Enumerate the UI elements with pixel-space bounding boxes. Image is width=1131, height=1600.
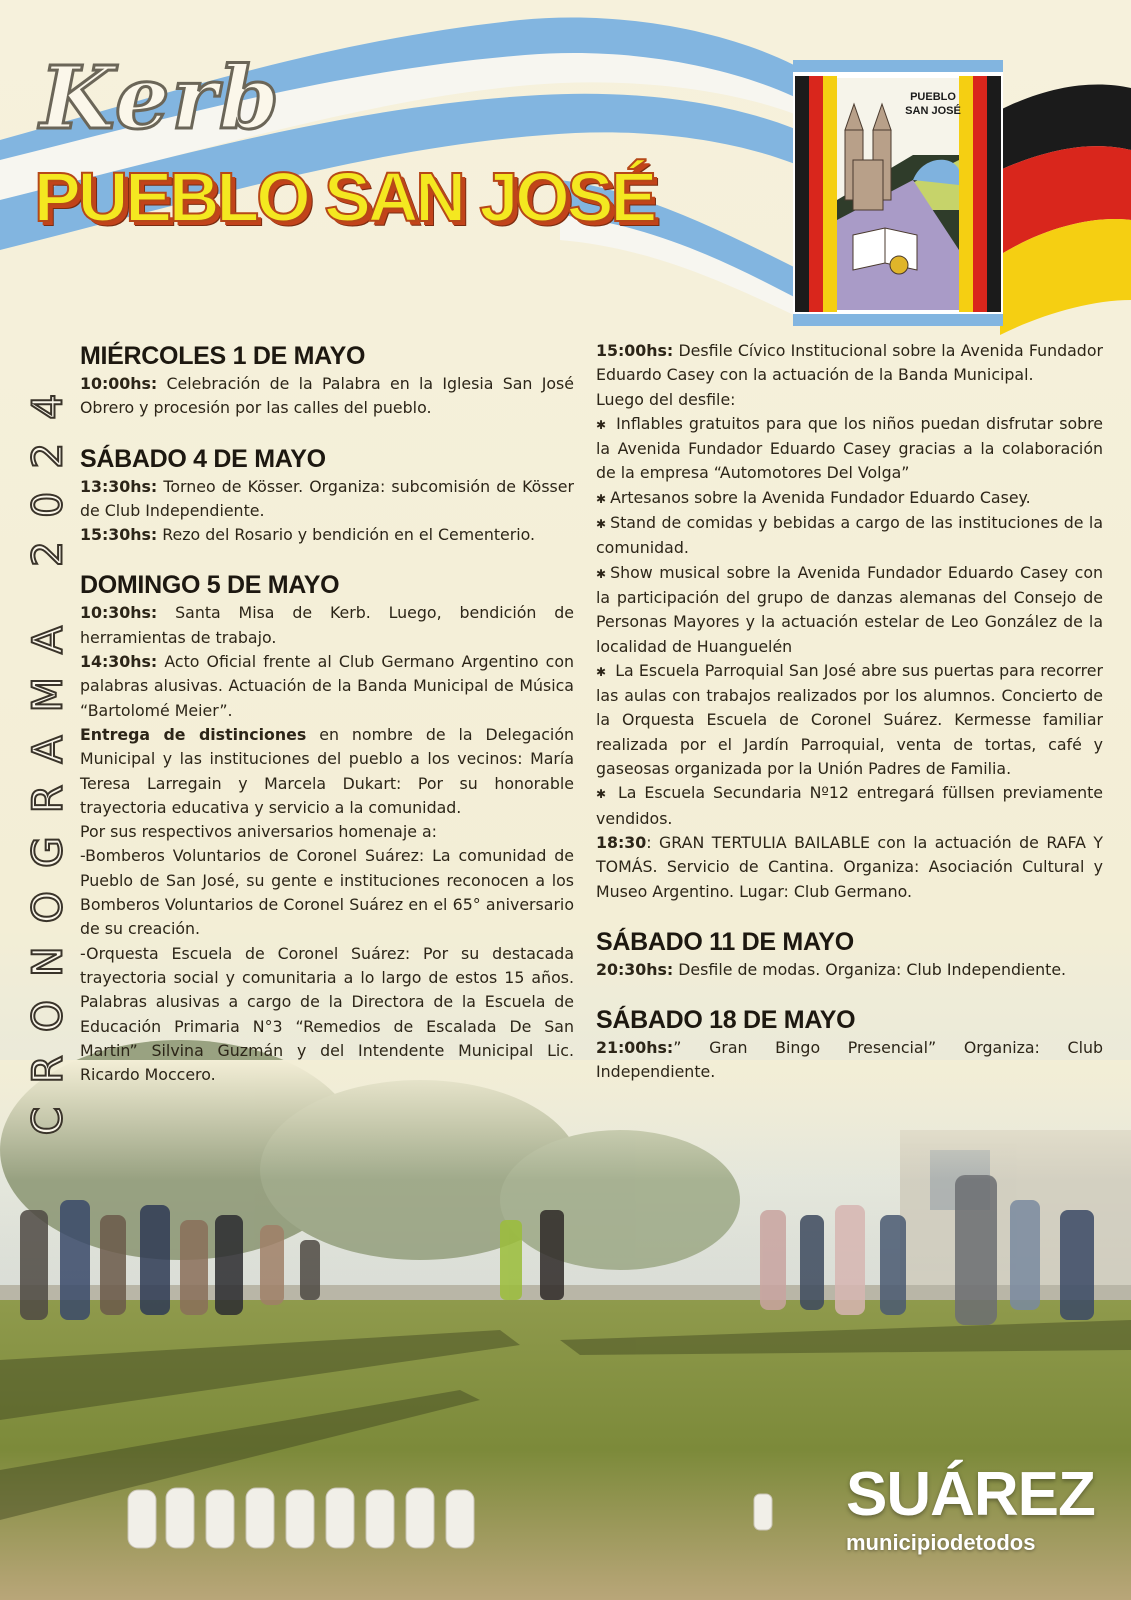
event: [80, 723, 574, 820]
event: [596, 958, 1103, 982]
event-time: 10:00hs:: [80, 374, 158, 393]
list-item: ✱ Stand de comidas y bebidas a cargo de las instituciones de la comunidad.: [596, 511, 1103, 561]
day-heading: SÁBADO 4 DE MAYO: [80, 444, 326, 473]
event-text: Celebración de la Palabra en la Iglesia San José Obrero y procesión por las calles del pueblo.: [80, 374, 574, 418]
event-time: 15:30hs:: [80, 525, 158, 545]
list-item: ✱ Artesanos sobre la Avenida Fundador Eduardo Casey.: [596, 486, 1103, 511]
german-flag-ribbon: [1000, 84, 1131, 335]
day-heading: DOMINGO 5 DE MAYO: [80, 571, 340, 600]
event: [80, 475, 574, 524]
event-text: Santa Misa de Kerb. Luego, bendición de herramientas de trabajo.: [80, 603, 574, 647]
day-heading: MIÉRCOLES 1 DE MAYO: [80, 342, 366, 370]
pueblo-san-jose-logo: [793, 60, 1003, 326]
logo-caption-1: PUEBLO: [910, 91, 956, 103]
day-heading: SÁBADO 18 DE MAYO: [596, 1006, 856, 1035]
municipio-brand: [846, 1460, 1106, 1556]
tribute-intro: Por sus respectivos aniversarios homenaje a:: [80, 822, 437, 842]
event: [80, 523, 574, 547]
event: [80, 601, 574, 650]
event-highlight: Entrega de distinciones: [80, 724, 307, 744]
event: [596, 339, 1103, 388]
event: [80, 372, 574, 421]
event-time: 20:30hs:: [596, 959, 674, 979]
event-time: 21:00hs:: [596, 1038, 674, 1058]
event-text: Rezo del Rosario y bendición en el Cementerio.: [157, 525, 536, 545]
event: [596, 1036, 1103, 1085]
script-title: Kerb: [40, 48, 282, 149]
day-heading: SÁBADO 11 DE MAYO: [596, 927, 854, 956]
side-label: [20, 340, 74, 1166]
list-item: ✱ Show musical sobre la Avenida Fundador Eduardo Casey con la participación del grupo de danzas alemanas del Consejo de Personas Mayores y la actuación estelar de Leo González de la localidad de Huanguelén: [596, 561, 1103, 659]
list-item: ✱ Inflables gratuitos para que los niños puedan disfrutar sobre la Avenida Fundador Eduardo Casey gracias a la colaboración de la empresa “Automotores Del Volga”: [596, 412, 1103, 486]
event: [596, 831, 1103, 904]
list-item: ✱ La Escuela Parroquial San José abre sus puertas para recorrer las aulas con trabajos realizados por los alumnos. Concierto de la Orquesta Escuela de Coronel Suárez. Kermesse familiar realizada por el Jardín Parroquial, venta de tortas, café y gaseosas organizada por la Unión Padres de Familia.: [596, 659, 1103, 781]
event: [80, 650, 574, 723]
event-time: 15:00hs:: [596, 341, 674, 360]
brand-tagline: municipiodetodos: [846, 1530, 1036, 1555]
event-text: Acto Oficial frente al Club Germano Argentino con palabras alusivas. Actuación de la Banda Municipal de Música “Bartolomé Meier”.: [80, 652, 574, 720]
event-time: 13:30hs:: [80, 476, 158, 496]
list-item: ✱ La Escuela Secundaria Nº12 entregará füllsen previamente vendidos.: [596, 781, 1103, 831]
event-text: Desfile de modas. Organiza: Club Independiente.: [673, 959, 1067, 979]
tribute-item: -Bomberos Voluntarios de Coronel Suárez: La comunidad de Pueblo de San José, su gente e instituciones reconocen a los Bomberos Voluntarios de Coronel Suárez en el 65° aniversario de su creación.: [80, 846, 574, 939]
event-text: : GRAN TERTULIA BAILABLE con la actuación de RAFA Y TOMÁS. Servicio de Cantina. Organiza: Asociación Cultural y Museo Argentino. Lugar: Club Germano.: [596, 832, 1103, 901]
tribute-item: -Orquesta Escuela de Coronel Suárez: Por su destacada trayectoria social y comunitaria a lo largo de estos 15 años. Palabras alusivas a cargo de la Directora de la Escuela de Educación Primaria N°3 “Remedios de Escalada De San Martin” Silvina Guzmán y del Intendente Municipal Lic. Ricardo Moccero.: [80, 943, 574, 1085]
event-time: 14:30hs:: [80, 652, 158, 672]
event-text: ” Gran Bingo Presencial” Organiza: Club Independiente.: [596, 1038, 1103, 1082]
left-column: [80, 340, 574, 1087]
cronograma-label: CRONOGRAMA 2024: [23, 370, 71, 1136]
event-time: 18:30: [596, 832, 647, 852]
after-parade-label: Luego del desfile:: [596, 389, 736, 409]
event-text: en nombre de la Delegación Municipal y las instituciones del pueblo a los vecinos: María Teresa Larregain y Marcela Dukart: Por su honorable trayectoria educativa y servicio a la comunidad.: [80, 724, 574, 817]
right-column: [596, 339, 1103, 1085]
event-text: Desfile Cívico Institucional sobre la Avenida Fundador Eduardo Casey con la actuación de la Banda Municipal.: [596, 341, 1103, 385]
event-text: Torneo de Kösser. Organiza: subcomisión de Kösser de Club Independiente.: [80, 476, 574, 520]
logo-caption-2: SAN JOSÉ: [905, 105, 961, 117]
main-title: PUEBLO SAN JOSÉ: [34, 158, 655, 236]
event-time: 10:30hs:: [80, 603, 158, 623]
brand-name: SUÁREZ: [846, 1460, 1095, 1529]
